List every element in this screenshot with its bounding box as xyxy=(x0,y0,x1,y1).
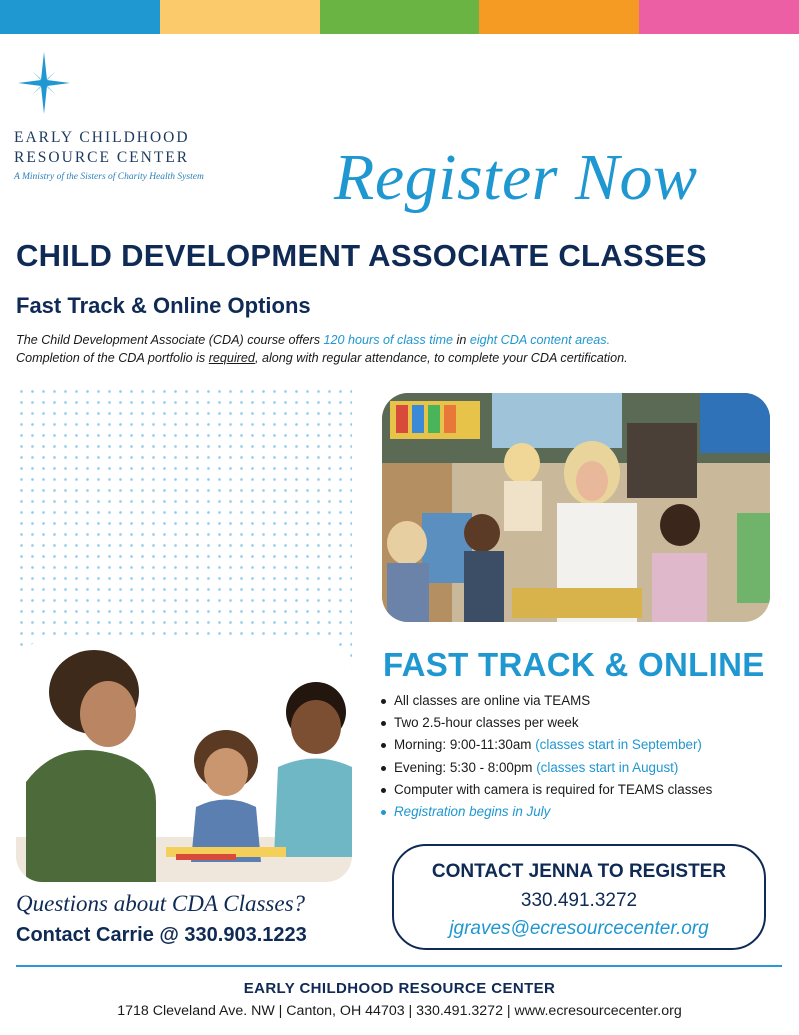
footer-address: 1718 Cleveland Ave. NW | Canton, OH 44703 | 330.491.3272 | www.ecresourcecenter.org xyxy=(117,1003,682,1019)
intro-text-3: Completion of the CDA portfolio is xyxy=(16,351,209,365)
compass-star-icon xyxy=(16,50,72,116)
intro-highlight-areas: eight CDA content areas. xyxy=(469,333,611,347)
teacher-children-photo xyxy=(16,642,352,882)
stripe-orange xyxy=(479,0,639,34)
intro-paragraph xyxy=(16,331,786,367)
stripe-pink xyxy=(639,0,799,34)
intro-text-4: , along with regular attendance, to complete your CDA certification. xyxy=(254,351,628,365)
list-item: All classes are online via TEAMS xyxy=(394,690,712,712)
register-now-headline: Register Now xyxy=(334,141,698,214)
stripe-green xyxy=(320,0,480,34)
page-title: CHILD DEVELOPMENT ASSOCIATE CLASSES xyxy=(16,238,707,273)
intro-text-2: in xyxy=(453,333,470,347)
intro-text-1: The Child Development Associate (CDA) course offers xyxy=(16,333,324,347)
list-item xyxy=(394,757,712,779)
list-item-registration: Registration begins in July xyxy=(394,801,712,823)
questions-heading: Questions about CDA Classes? xyxy=(16,891,306,916)
contact-jenna-box xyxy=(392,844,766,950)
contact-carrie-line: Contact Carrie @ 330.903.1223 xyxy=(16,924,307,946)
page-subtitle: Fast Track & Online Options xyxy=(16,293,311,318)
stripe-yellow xyxy=(160,0,320,34)
classroom-reading-photo xyxy=(382,393,770,622)
evening-schedule: Evening: 5:30 - 8:00pm xyxy=(394,759,537,775)
footer-divider xyxy=(16,965,782,967)
footer-org-name: EARLY CHILDHOOD RESOURCE CENTER xyxy=(243,980,556,997)
evening-start-note: (classes start in August) xyxy=(536,759,679,775)
list-item: Computer with camera is required for TEAMS classes xyxy=(394,779,712,801)
color-stripe-bar xyxy=(0,0,799,34)
fast-track-heading: FAST TRACK & ONLINE xyxy=(383,646,765,683)
logo-name-line2: RESOURCE CENTER xyxy=(14,149,190,166)
stripe-blue xyxy=(0,0,160,34)
morning-schedule: Morning: 9:00-11:30am xyxy=(394,737,536,753)
contact-box-title: CONTACT JENNA TO REGISTER xyxy=(431,861,727,882)
intro-underline-required: required xyxy=(208,351,255,365)
contact-phone[interactable]: 330.491.3272 xyxy=(520,890,638,911)
morning-start-note: (classes start in September) xyxy=(535,737,702,753)
list-item xyxy=(394,734,712,756)
fast-track-list xyxy=(378,690,712,823)
logo-name-line1: EARLY CHILDHOOD xyxy=(14,129,190,146)
logo xyxy=(14,50,284,182)
intro-highlight-hours: 120 hours of class time xyxy=(323,333,454,347)
logo-tagline: A Ministry of the Sisters of Charity Health System xyxy=(14,172,204,182)
contact-email-link[interactable]: jgraves@ecresourcecenter.org xyxy=(449,918,709,939)
list-item: Two 2.5-hour classes per week xyxy=(394,712,712,734)
dot-pattern-decoration xyxy=(16,386,352,676)
